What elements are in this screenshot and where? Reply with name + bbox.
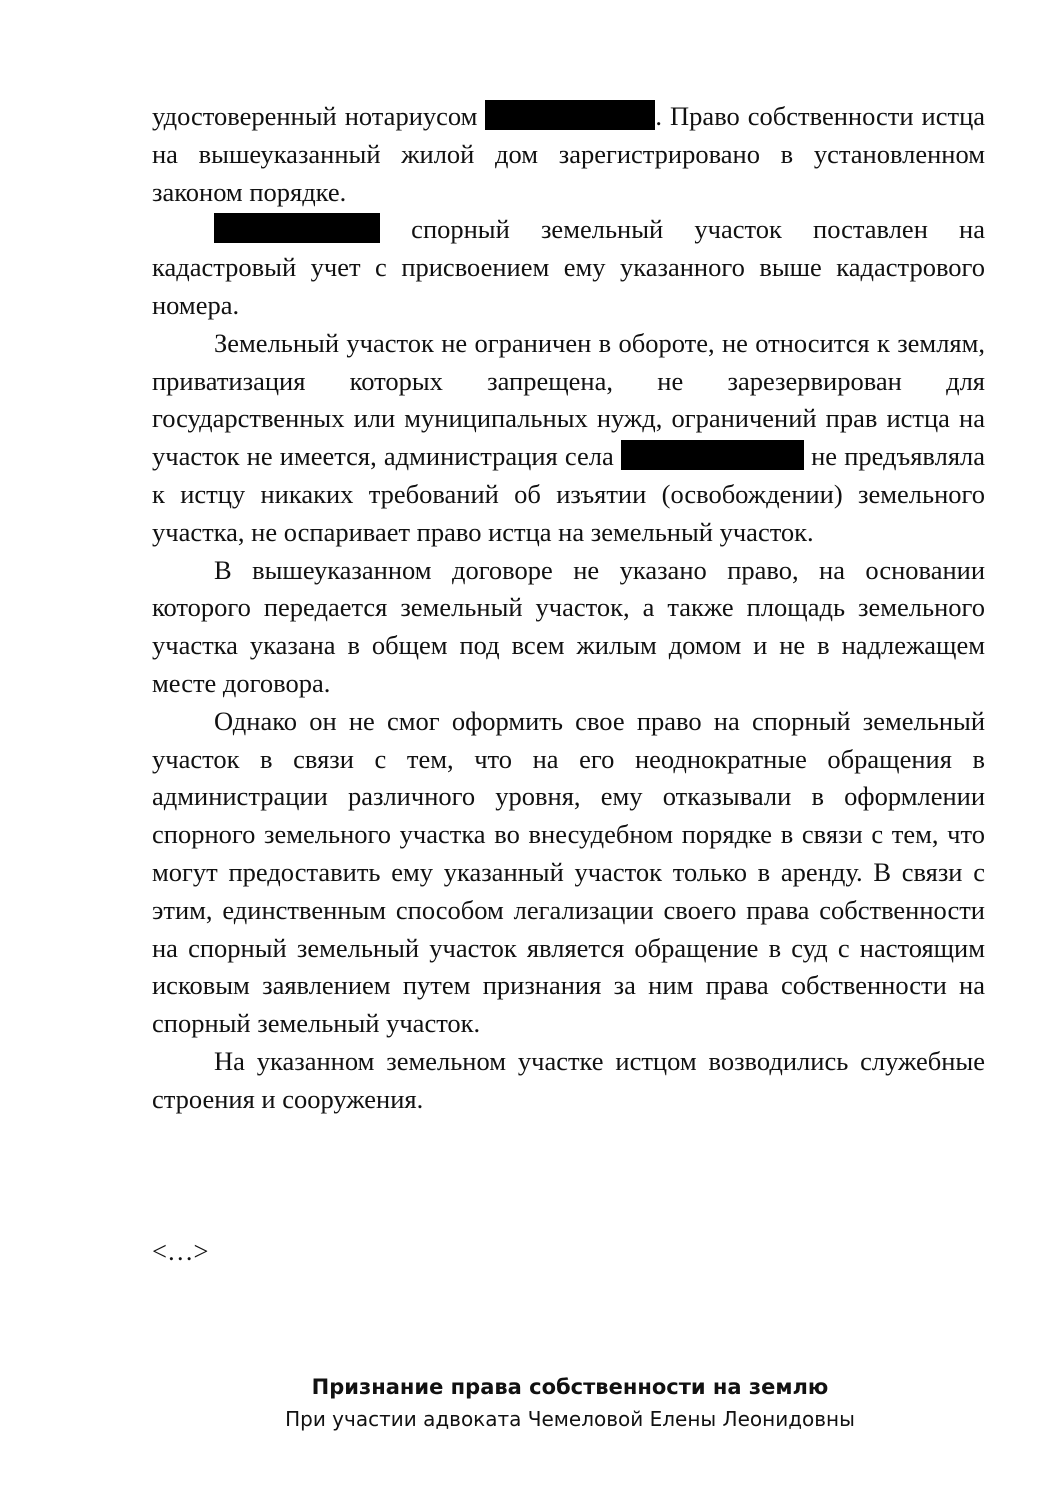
redaction-block bbox=[621, 440, 804, 470]
redaction-block bbox=[214, 213, 380, 243]
footer-title: Признание права собственности на землю bbox=[311, 1375, 829, 1399]
paragraph-4: В вышеуказанном договоре не указано право, на основании которого передается земельный участок, а также площадь земельного участка указана в общем под всем жилым домом и не в надлежащем месте договора. bbox=[152, 554, 985, 698]
paragraph-3 bbox=[152, 325, 985, 552]
paragraph-1-text-b: . Право собственности истца на вышеуказанный жилой дом зарегистрировано в установленном законом порядке. bbox=[152, 101, 986, 207]
redaction-block bbox=[485, 100, 655, 130]
paragraph-3-text-b: не предъявляла к истцу никаких требований об изъятии (освобождении) земельного участка, не оспаривает право истца на земельный участок. bbox=[152, 441, 985, 547]
footer-subtitle: При участии адвоката Чемеловой Елены Леонидовны bbox=[285, 1407, 855, 1431]
paragraph-1 bbox=[152, 98, 985, 211]
page-footer bbox=[0, 1372, 1060, 1436]
paragraph-1-text-a: удостоверенный нотариусом bbox=[152, 101, 486, 131]
paragraph-6: На указанном земельном участке истцом возводились служебные строения и сооружения. bbox=[152, 1045, 985, 1114]
omission-mark: <…> bbox=[152, 1236, 209, 1266]
paragraph-2-text: спорный земельный участок поставлен на кадастровый учет с присвоением ему указанного выше кадастрового номера. bbox=[152, 214, 985, 320]
paragraph-2 bbox=[152, 211, 985, 324]
paragraph-3-text-a: Земельный участок не ограничен в обороте, не относится к землям, приватизация которых запрещена, не зарезервирован для государственных или муниципальных нужд, ограничений прав истца на участок не имеется, администрация села bbox=[152, 327, 985, 472]
document-body bbox=[152, 98, 985, 1119]
paragraph-5: Однако он не смог оформить свое право на спорный земельный участок в связи с тем, что на его неоднократные обращения в администрации различного уровня, ему отказывали в оформлении спорного земельного участка во внесудебном порядке в связи с тем, что могут предоставить ему указанный участок только в аренду. В связи с этим, единственным способом легализации своего права собственности на спорный земельный участок является обращение в суд с настоящим исковым заявлением путем признания за ним права собственности на спорный земельный участок. bbox=[152, 705, 985, 1039]
